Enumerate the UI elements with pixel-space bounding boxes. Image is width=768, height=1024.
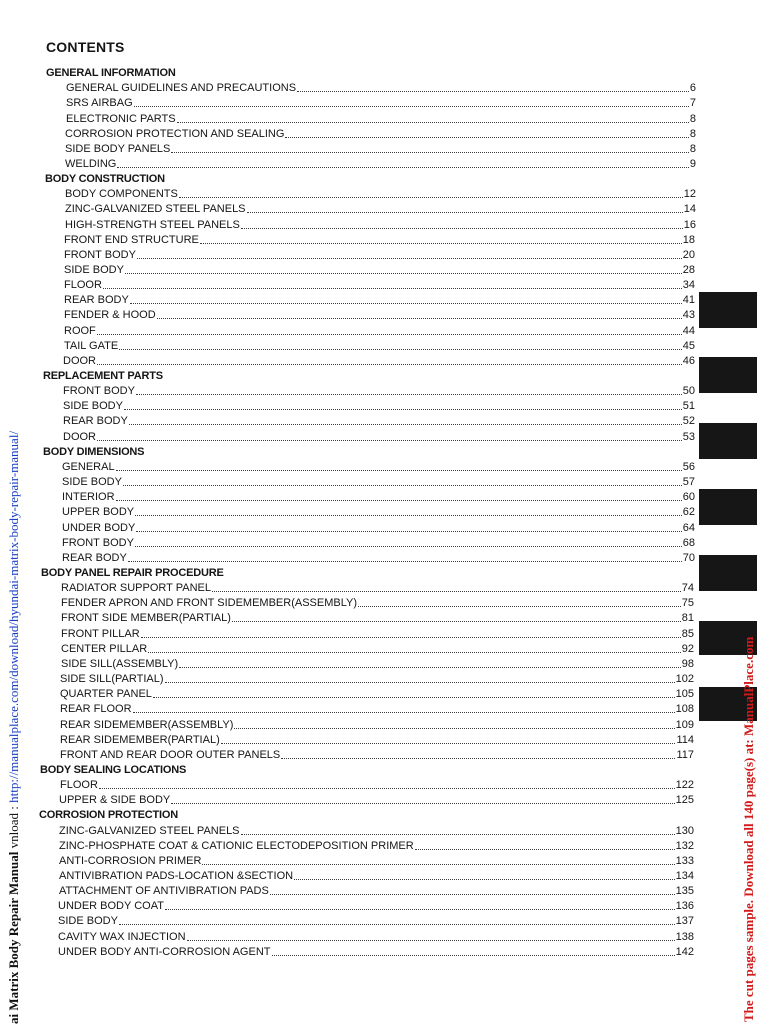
page-number: 45: [682, 339, 695, 352]
page-number: 57: [682, 476, 695, 489]
entry-title: TAIL GATE: [64, 339, 119, 352]
page-number: 43: [682, 309, 695, 322]
page-number: 56: [682, 460, 695, 473]
toc-entry[interactable]: [61, 595, 694, 610]
section-heading-label: BODY CONSTRUCTION: [45, 173, 165, 186]
page-number: 60: [682, 491, 695, 504]
page-number: 135: [675, 885, 694, 898]
entry-title: INTERIOR: [62, 491, 115, 504]
entry-title: UNDER BODY: [62, 521, 136, 534]
page-number: 133: [675, 854, 694, 867]
toc-entry[interactable]: [59, 838, 694, 853]
dot-leader: [187, 940, 675, 941]
toc-entry[interactable]: [61, 580, 694, 595]
toc-entry[interactable]: [58, 898, 694, 913]
toc-entry[interactable]: [62, 520, 695, 535]
toc-entry[interactable]: [64, 292, 695, 307]
dot-leader: [129, 424, 682, 425]
dot-leader: [232, 621, 681, 622]
dot-leader: [148, 652, 681, 653]
entry-title: FRONT END STRUCTURE: [64, 233, 199, 246]
section-tab-marker: [699, 555, 757, 591]
toc-entry[interactable]: [62, 459, 695, 474]
dot-leader: [241, 834, 675, 835]
watermark-download-prefix: vnload :: [6, 802, 21, 849]
toc-entry[interactable]: [59, 883, 694, 898]
entry-title: ATTACHMENT OF ANTIVIBRATION PADS: [59, 885, 269, 898]
page-number: 41: [682, 294, 695, 307]
dot-leader: [165, 909, 675, 910]
dot-leader: [119, 924, 675, 925]
page-number: 125: [675, 794, 694, 807]
entry-title: REAR FLOOR: [60, 703, 132, 716]
dot-leader: [136, 394, 682, 395]
toc-entry[interactable]: [64, 323, 695, 338]
page-number: 6: [689, 82, 696, 95]
dot-leader: [135, 546, 682, 547]
entry-title: SIDE BODY PANELS: [65, 142, 171, 155]
page-number: 134: [675, 870, 694, 882]
entry-title: UPPER BODY: [62, 506, 135, 519]
section-tab-marker: [699, 423, 757, 459]
entry-title: HIGH-STRENGTH STEEL PANELS: [65, 218, 240, 231]
toc-entry[interactable]: [65, 141, 696, 156]
toc-entry[interactable]: [60, 701, 694, 716]
page-number: 74: [681, 582, 694, 595]
dot-leader: [97, 334, 682, 335]
dot-leader: [179, 667, 681, 668]
toc-entry[interactable]: [64, 338, 695, 353]
page-number: 142: [675, 945, 694, 958]
page-number: 50: [682, 385, 695, 398]
dot-leader: [247, 212, 683, 213]
page-number: 34: [682, 279, 695, 292]
dot-leader: [135, 515, 682, 516]
page-number: 130: [675, 824, 694, 837]
page-number: 117: [676, 748, 694, 761]
entry-title: CAVITY WAX INJECTION: [58, 930, 186, 943]
page-number: 46: [682, 354, 695, 367]
entry-title: DOOR: [63, 354, 96, 367]
dot-leader: [133, 712, 675, 713]
page-number: 62: [682, 506, 695, 519]
toc-entry[interactable]: [65, 201, 696, 216]
page-number: 12: [683, 188, 696, 201]
page-number: 28: [682, 264, 695, 276]
dot-leader: [119, 349, 682, 350]
toc-entry[interactable]: [62, 550, 695, 565]
toc-entry[interactable]: [58, 929, 694, 944]
dot-leader: [281, 758, 675, 759]
page-number: 92: [681, 642, 694, 655]
page-number: 138: [675, 930, 694, 943]
entry-title: GENERAL: [62, 460, 115, 473]
page-number: 44: [682, 324, 695, 337]
entry-title: RADIATOR SUPPORT PANEL: [61, 582, 211, 595]
dot-leader: [97, 364, 682, 365]
entry-title: CORROSION PROTECTION AND SEALING: [65, 127, 285, 140]
entry-title: ANTIVIBRATION PADS-LOCATION &SECTION: [59, 870, 294, 882]
toc-entry[interactable]: [61, 626, 694, 641]
entry-title: FRONT PILLAR: [61, 627, 140, 640]
toc-entry[interactable]: [64, 277, 695, 292]
dot-leader: [136, 531, 681, 532]
dot-leader: [241, 228, 683, 229]
page-number: 64: [682, 521, 695, 534]
entry-title: UPPER & SIDE BODY: [59, 794, 171, 807]
toc-entry[interactable]: [63, 383, 695, 398]
dot-leader: [294, 879, 675, 880]
toc-entry[interactable]: [59, 823, 694, 838]
entry-title: ROOF: [64, 324, 96, 337]
entry-title: REAR SIDEMEMBER(PARTIAL): [60, 733, 220, 746]
toc-entry[interactable]: [64, 232, 695, 247]
page-number: 85: [681, 627, 694, 640]
dot-leader: [97, 440, 682, 441]
page-number: 132: [675, 839, 694, 852]
section-heading-label: REPLACEMENT PARTS: [43, 370, 163, 382]
toc-entry[interactable]: [58, 913, 694, 928]
entry-title: ANTI-CORROSION PRIMER: [59, 854, 202, 867]
watermark-download-link[interactable]: http://manualplace.com/download/hyundai-matrix-body-repair-manual/: [6, 430, 21, 803]
toc-entry[interactable]: [64, 262, 695, 277]
dot-leader: [171, 152, 689, 153]
entry-title: CENTER PILLAR: [61, 642, 148, 655]
page-number: 81: [681, 612, 694, 625]
entry-title: SIDE BODY: [64, 264, 124, 276]
dot-leader: [202, 864, 674, 865]
toc-entry[interactable]: [61, 641, 694, 656]
dot-leader: [116, 500, 682, 501]
entry-title: REAR BODY: [63, 415, 128, 428]
page-number: 136: [675, 900, 694, 913]
dot-leader: [103, 288, 682, 289]
entry-title: DOOR: [63, 430, 96, 443]
dot-leader: [153, 697, 675, 698]
toc-entry[interactable]: [64, 247, 695, 262]
page-number: 114: [676, 733, 694, 746]
dot-leader: [157, 318, 682, 319]
watermark-manual-title: ai Matrix Body Repair Manual: [6, 851, 21, 1024]
dot-leader: [128, 561, 682, 562]
toc-section-heading: [41, 565, 241, 580]
dot-leader: [415, 849, 675, 850]
entry-title: ZINC-PHOSPHATE COAT & CATIONIC ELECTODEPOSITION PRIMER: [59, 839, 414, 852]
entry-title: ELECTRONIC PARTS: [66, 112, 176, 125]
dot-leader: [141, 637, 681, 638]
dot-leader: [221, 743, 676, 744]
page-number: 98: [681, 657, 694, 670]
dot-leader: [212, 591, 681, 592]
page-number: 16: [683, 218, 696, 231]
toc-section-heading: [43, 368, 243, 383]
dot-leader: [272, 955, 675, 956]
toc-entry[interactable]: [62, 489, 695, 504]
page-number: 8: [689, 127, 696, 140]
dot-leader: [99, 788, 675, 789]
page-number: 108: [675, 703, 694, 716]
toc-entry[interactable]: [59, 792, 694, 807]
entry-title: UNDER BODY COAT: [58, 900, 164, 913]
dot-leader: [200, 243, 682, 244]
entry-title: GENERAL GUIDELINES AND PRECAUTIONS: [66, 82, 297, 95]
entry-title: REAR BODY: [64, 294, 129, 307]
page-number: 9: [689, 157, 696, 170]
section-tab-marker: [699, 292, 757, 328]
entry-title: FRONT BODY: [63, 385, 135, 398]
section-tab-marker: [699, 357, 757, 393]
entry-title: FENDER APRON AND FRONT SIDEMEMBER(ASSEMBLY): [61, 597, 358, 610]
entry-title: UNDER BODY ANTI-CORROSION AGENT: [58, 945, 271, 958]
dot-leader: [358, 606, 681, 607]
section-heading-label: GENERAL INFORMATION: [46, 67, 176, 79]
entry-title: ZINC-GALVANIZED STEEL PANELS: [65, 203, 246, 216]
dot-leader: [234, 728, 674, 729]
right-watermark: The cut pages sample. Download all 140 page(s) at: ManualPlace.com: [741, 636, 756, 1022]
entry-title: WELDING: [65, 157, 117, 170]
section-heading-label: BODY SEALING LOCATIONS: [40, 763, 187, 776]
toc-entry[interactable]: [62, 535, 695, 550]
page-number: 75: [681, 597, 694, 610]
dot-leader: [130, 303, 682, 304]
dot-leader: [270, 894, 675, 895]
toc-entry[interactable]: [59, 853, 694, 868]
toc-entry[interactable]: [59, 868, 694, 883]
toc-entry[interactable]: [60, 686, 694, 701]
toc-entry[interactable]: [65, 126, 696, 141]
entry-title: BODY COMPONENTS: [65, 188, 178, 201]
entry-title: SIDE BODY: [63, 400, 123, 413]
page-number: 70: [682, 551, 695, 564]
toc-entry[interactable]: [61, 656, 694, 671]
toc-entry[interactable]: [66, 111, 696, 126]
toc-section-heading: [39, 807, 239, 822]
toc-entry[interactable]: [63, 398, 695, 413]
dot-leader: [116, 470, 682, 471]
page-number: 52: [682, 415, 695, 428]
dot-leader: [297, 91, 689, 92]
toc-entry[interactable]: [60, 717, 694, 732]
entry-title: FRONT SIDE MEMBER(PARTIAL): [61, 612, 231, 625]
entry-title: REAR SIDEMEMBER(ASSEMBLY): [60, 718, 234, 731]
dot-leader: [123, 485, 682, 486]
toc-entry[interactable]: [63, 429, 695, 444]
dot-leader: [137, 258, 682, 259]
entry-title: FENDER & HOOD: [64, 309, 156, 322]
entry-title: REAR BODY: [62, 551, 127, 564]
entry-title: FLOOR: [60, 779, 98, 792]
entry-title: SRS AIRBAG: [66, 97, 133, 110]
toc-entry[interactable]: [61, 610, 694, 625]
toc-entry[interactable]: [65, 217, 696, 232]
toc-section-heading: [40, 762, 240, 777]
dot-leader: [134, 106, 689, 107]
entry-title: SIDE BODY: [62, 476, 122, 489]
toc-section-heading: [43, 444, 243, 459]
toc-entry[interactable]: [63, 413, 695, 428]
toc-entry[interactable]: [62, 474, 695, 489]
toc-entry[interactable]: [60, 777, 694, 792]
dot-leader: [179, 197, 683, 198]
entry-title: SIDE SILL(PARTIAL): [60, 673, 164, 685]
page-number: 122: [675, 779, 694, 792]
toc-entry[interactable]: [65, 156, 696, 171]
toc-entry[interactable]: [65, 186, 696, 201]
entry-title: FRONT BODY: [64, 248, 136, 261]
page-number: 18: [682, 233, 695, 246]
toc-entry[interactable]: [60, 732, 694, 747]
dot-leader: [165, 682, 675, 683]
entry-title: SIDE BODY: [58, 915, 118, 928]
entry-title: FLOOR: [64, 279, 102, 292]
toc-entry[interactable]: [60, 747, 694, 762]
entry-title: SIDE SILL(ASSEMBLY): [61, 657, 179, 670]
entry-title: FRONT BODY: [62, 536, 134, 549]
page-number: 102: [675, 673, 694, 685]
section-heading-label: BODY PANEL REPAIR PROCEDURE: [41, 567, 224, 579]
toc-entry[interactable]: [63, 353, 695, 368]
page-number: 51: [682, 400, 695, 413]
entry-title: FRONT AND REAR DOOR OUTER PANELS: [60, 748, 281, 761]
dot-leader: [124, 409, 682, 410]
page-number: 20: [682, 248, 695, 261]
page-title: CONTENTS: [46, 39, 125, 55]
toc-entry[interactable]: [62, 504, 695, 519]
toc-entry[interactable]: [66, 80, 696, 95]
toc-section-heading: [45, 171, 245, 186]
page-number: 109: [675, 718, 694, 731]
toc-entry[interactable]: [64, 307, 695, 322]
left-watermark: [6, 431, 22, 1024]
dot-leader: [171, 803, 674, 804]
page-number: 137: [675, 915, 694, 928]
page-number: 7: [689, 97, 696, 110]
toc-entry[interactable]: [60, 671, 694, 686]
dot-leader: [117, 167, 689, 168]
toc-entry[interactable]: [66, 95, 696, 110]
entry-title: QUARTER PANEL: [60, 688, 152, 701]
page-number: 68: [682, 536, 695, 549]
dot-leader: [177, 122, 689, 123]
dot-leader: [285, 137, 688, 138]
section-heading-label: CORROSION PROTECTION: [39, 809, 179, 822]
page-number: 8: [689, 112, 696, 125]
page-number: 8: [689, 142, 696, 155]
dot-leader: [125, 273, 682, 274]
section-heading-label: BODY DIMENSIONS: [43, 445, 145, 458]
page-number: 53: [682, 430, 695, 443]
toc-entry[interactable]: [58, 944, 694, 959]
page-number: 14: [683, 203, 696, 216]
page-number: 105: [675, 688, 694, 701]
section-tab-marker: [699, 489, 757, 525]
entry-title: ZINC-GALVANIZED STEEL PANELS: [59, 824, 240, 837]
toc-section-heading: [46, 65, 246, 80]
